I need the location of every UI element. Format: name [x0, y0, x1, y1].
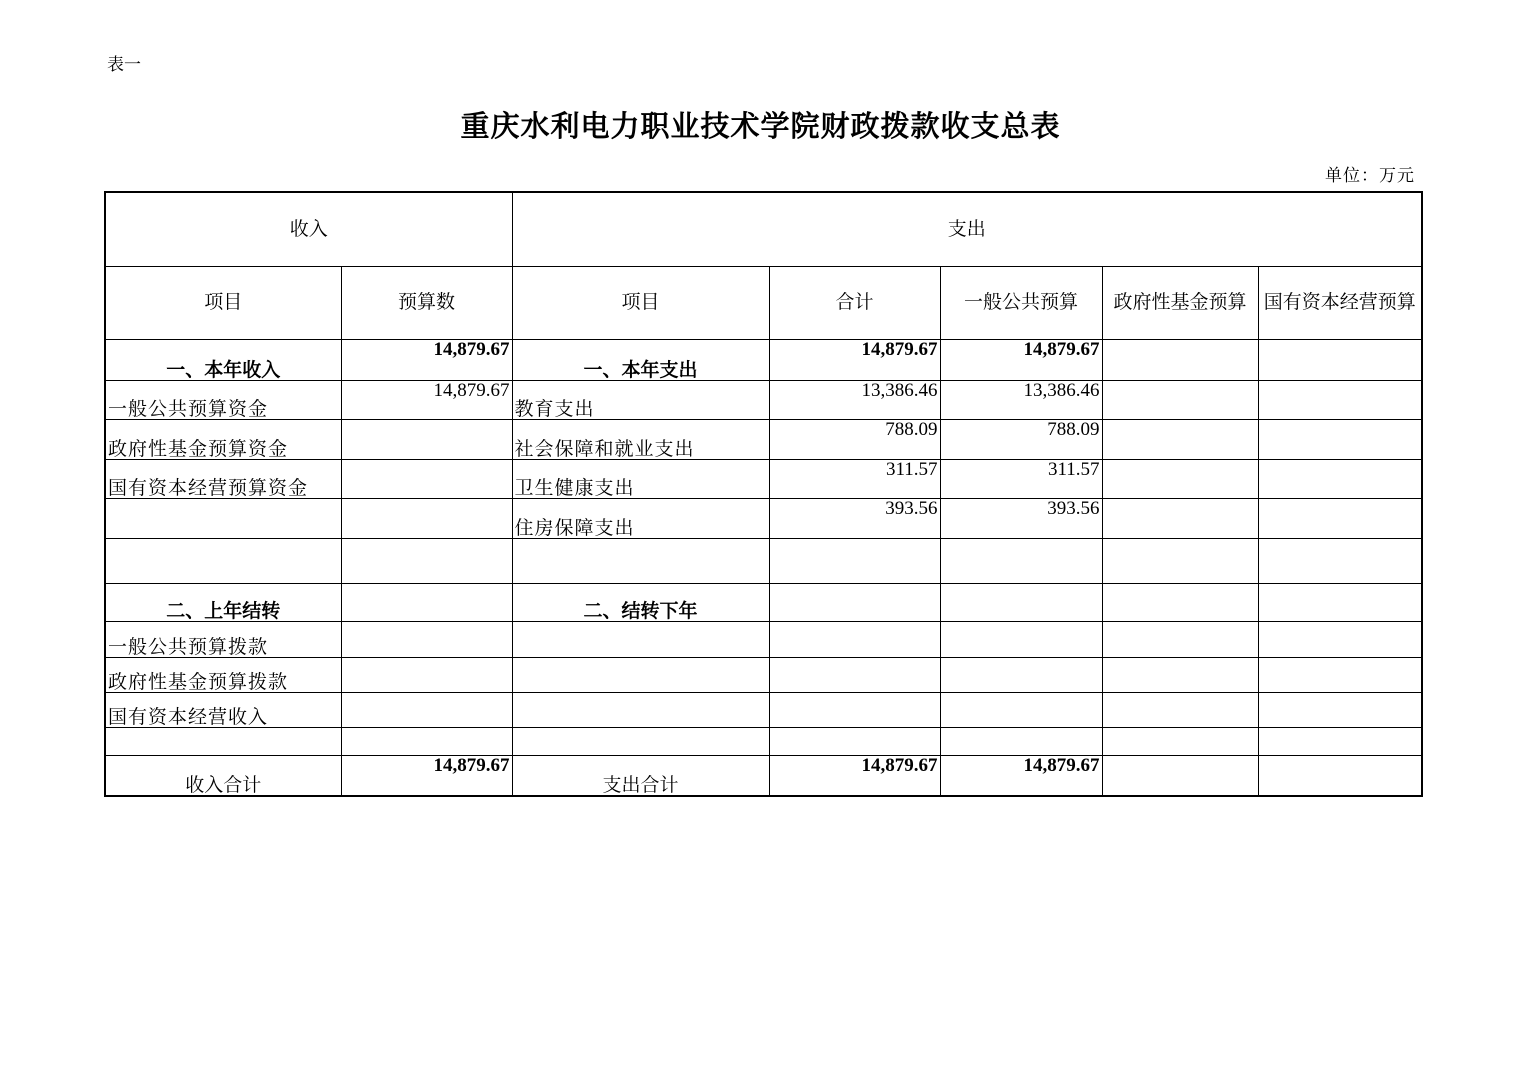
table-row: [105, 692, 1422, 727]
income-item-cell: [105, 498, 341, 538]
expense-total-cell: 788.09: [769, 419, 940, 459]
expense-item-cell: [512, 692, 769, 727]
expense-general-cell: [940, 727, 1102, 755]
expense-total-cell: 13,386.46: [769, 380, 940, 419]
expense-capital-cell: [1258, 621, 1422, 657]
expense-total-cell: [769, 692, 940, 727]
income-amount-cell: [341, 727, 512, 755]
income-item-cell: [105, 538, 341, 583]
table-row: [105, 380, 1422, 419]
expense-total-header: 合计: [769, 266, 940, 339]
table-row: [105, 727, 1422, 755]
expense-capital-cell: [1258, 380, 1422, 419]
expense-capital-cell: [1258, 498, 1422, 538]
income-item-cell: 政府性基金预算资金: [105, 419, 341, 459]
expense-total-cell: 311.57: [769, 459, 940, 498]
expense-capital-cell: [1258, 419, 1422, 459]
expense-fund-cell: [1102, 727, 1258, 755]
expense-item-header: 项目: [512, 266, 769, 339]
income-amount-cell: [341, 498, 512, 538]
expense-general-cell: 13,386.46: [940, 380, 1102, 419]
expense-general-cell: 393.56: [940, 498, 1102, 538]
income-item-cell: 一般公共预算拨款: [105, 621, 341, 657]
table-row: [105, 498, 1422, 538]
income-item-cell: 一、本年收入: [105, 339, 341, 380]
expense-fund-cell: [1102, 459, 1258, 498]
income-amount-cell: 14,879.67: [341, 380, 512, 419]
expense-fund-cell: [1102, 583, 1258, 621]
totals-row: [105, 755, 1422, 796]
expense-general-cell: [940, 657, 1102, 692]
table-row: [105, 419, 1422, 459]
expense-fund-cell: [1102, 419, 1258, 459]
expense-item-cell: 社会保障和就业支出: [512, 419, 769, 459]
table-row: [105, 657, 1422, 692]
expense-general-cell: 311.57: [940, 459, 1102, 498]
expense-item-cell: 二、结转下年: [512, 583, 769, 621]
page-title: 重庆水利电力职业技术学院财政拨款收支总表: [460, 109, 1061, 143]
expense-total-cell: 14,879.67: [769, 339, 940, 380]
expense-general-cell: 788.09: [940, 419, 1102, 459]
table-number: 表一: [107, 55, 141, 75]
income-item-cell: 国有资本经营预算资金: [105, 459, 341, 498]
header-row-columns: [105, 266, 1422, 339]
income-item-cell: 二、上年结转: [105, 583, 341, 621]
expense-total-cell: [769, 538, 940, 583]
table-row: [105, 583, 1422, 621]
header-row-top: [105, 192, 1422, 266]
expense-item-cell: [512, 538, 769, 583]
expense-general-total: 14,879.67: [940, 755, 1102, 796]
income-amount-cell: [341, 621, 512, 657]
expense-item-cell: [512, 727, 769, 755]
expense-capital-cell: [1258, 583, 1422, 621]
income-amount-cell: [341, 419, 512, 459]
income-total-label: 收入合计: [105, 755, 341, 796]
expense-fund-cell: [1102, 538, 1258, 583]
income-total-amount: 14,879.67: [341, 755, 512, 796]
expense-general-cell: [940, 583, 1102, 621]
income-budget-header: 预算数: [341, 266, 512, 339]
gov-fund-header: 政府性基金预算: [1102, 266, 1258, 339]
expense-total-label: 支出合计: [512, 755, 769, 796]
expense-capital-total: [1258, 755, 1422, 796]
expense-total-cell: [769, 657, 940, 692]
expense-capital-cell: [1258, 727, 1422, 755]
table-row: [105, 621, 1422, 657]
expense-item-cell: [512, 621, 769, 657]
general-public-header: 一般公共预算: [940, 266, 1102, 339]
expense-general-cell: [940, 621, 1102, 657]
expense-fund-cell: [1102, 621, 1258, 657]
income-amount-cell: [341, 583, 512, 621]
expense-capital-cell: [1258, 692, 1422, 727]
expense-item-cell: 一、本年支出: [512, 339, 769, 380]
expense-total-cell: 393.56: [769, 498, 940, 538]
expense-general-cell: [940, 538, 1102, 583]
expense-total-cell: [769, 583, 940, 621]
income-item-header: 项目: [105, 266, 341, 339]
expense-fund-cell: [1102, 339, 1258, 380]
expense-total-cell: [769, 727, 940, 755]
expense-capital-cell: [1258, 657, 1422, 692]
expense-fund-cell: [1102, 657, 1258, 692]
expense-capital-cell: [1258, 538, 1422, 583]
income-header: 收入: [105, 192, 512, 266]
expense-fund-cell: [1102, 380, 1258, 419]
expense-total-amount: 14,879.67: [769, 755, 940, 796]
expense-capital-cell: [1258, 339, 1422, 380]
income-amount-cell: [341, 657, 512, 692]
income-item-cell: 国有资本经营收入: [105, 692, 341, 727]
expense-capital-cell: [1258, 459, 1422, 498]
table-row: [105, 339, 1422, 380]
expense-item-cell: 住房保障支出: [512, 498, 769, 538]
state-capital-header: 国有资本经营预算: [1258, 266, 1422, 339]
expense-item-cell: 教育支出: [512, 380, 769, 419]
income-item-cell: 政府性基金预算拨款: [105, 657, 341, 692]
income-amount-cell: [341, 538, 512, 583]
expense-fund-cell: [1102, 498, 1258, 538]
table-row: [105, 459, 1422, 498]
table-row: [105, 538, 1422, 583]
income-item-cell: 一般公共预算资金: [105, 380, 341, 419]
income-amount-cell: 14,879.67: [341, 339, 512, 380]
expense-general-cell: 14,879.67: [940, 339, 1102, 380]
income-item-cell: [105, 727, 341, 755]
income-amount-cell: [341, 692, 512, 727]
unit-label: 单位：万元: [1325, 166, 1415, 186]
expense-general-cell: [940, 692, 1102, 727]
income-amount-cell: [341, 459, 512, 498]
expense-header: 支出: [512, 192, 1422, 266]
finance-summary-table: [104, 191, 1423, 797]
expense-item-cell: 卫生健康支出: [512, 459, 769, 498]
expense-total-cell: [769, 621, 940, 657]
expense-fund-cell: [1102, 692, 1258, 727]
expense-fund-total: [1102, 755, 1258, 796]
expense-item-cell: [512, 657, 769, 692]
